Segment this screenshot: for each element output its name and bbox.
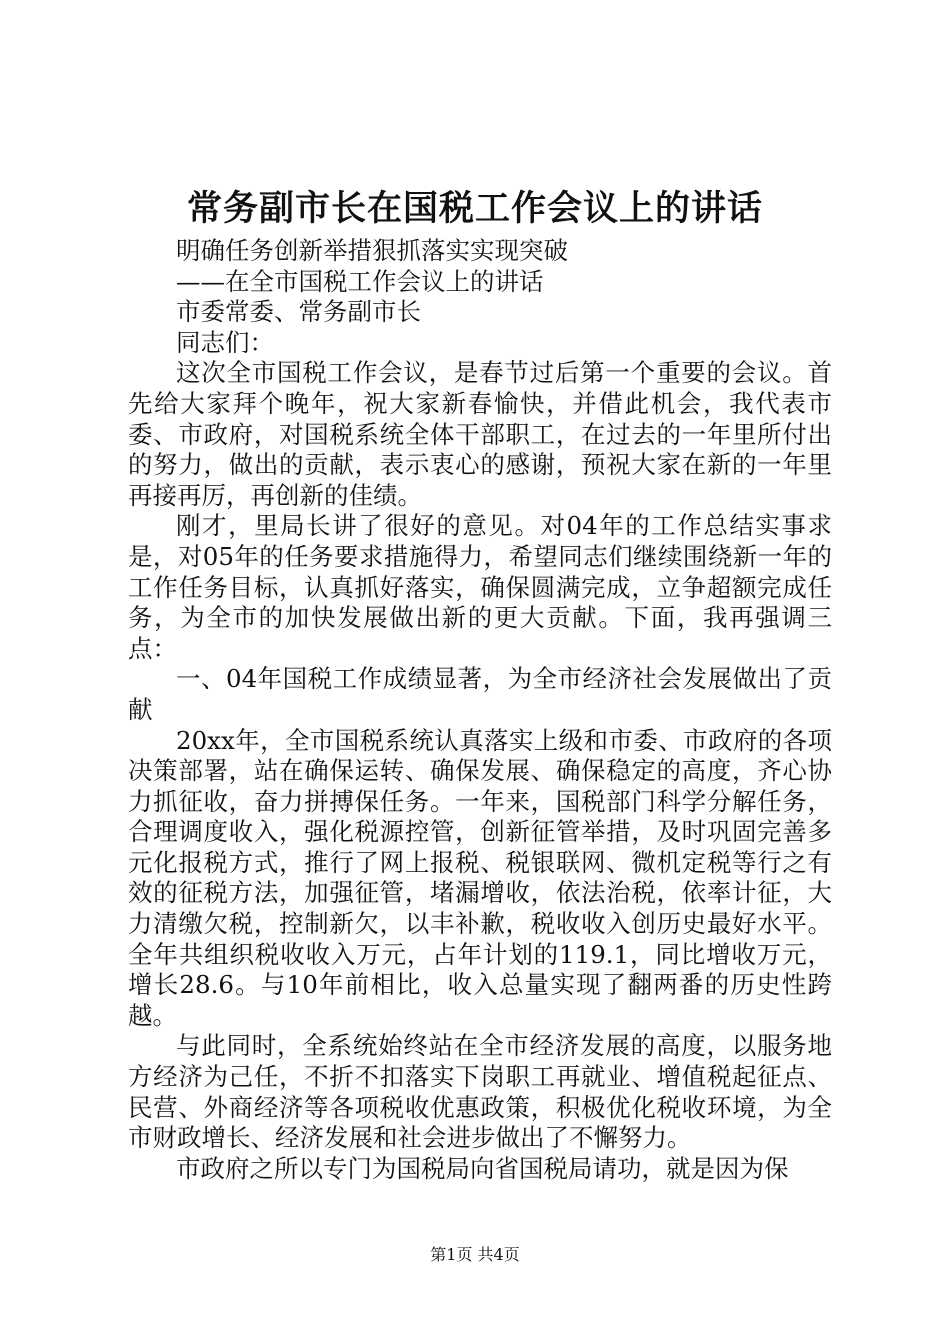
paragraph: 与此同时，全系统始终站在全市经济发展的高度，以服务地方经济为己任，不折不扣落实下岗职工再就业、增值税起征点、民营、外商经济等各项税收优惠政策，积极优化税收环境，为全市财政增长、经济发展和社会进步做出了不懈努力。: [128, 1031, 832, 1153]
subtitle-dash-line: ——在全市国税工作会议上的讲话: [176, 266, 544, 296]
paragraph: 市政府之所以专门为国税局向省国税局请功，就是因为保: [176, 1153, 789, 1183]
subtitle: 明确任务创新举措狠抓落实实现突破: [176, 236, 568, 265]
section-heading: 一、04年国税工作成绩显著，为全市经济社会发展做出了贡献: [128, 664, 832, 724]
page-footer: 第1页 共4页: [430, 1245, 520, 1264]
paragraph: 这次全市国税工作会议，是春节过后第一个重要的会议。首先给大家拜个晚年，祝大家新春愉快，并借此机会，我代表市委、市政府，对国税系统全体干部职工，在过去的一年里所付出的努力，做出的贡献，表示衷心的感谢，预祝大家在新的一年里再接再厉，再创新的佳绩。: [128, 358, 832, 510]
salutation: 同志们：: [176, 327, 274, 357]
document-title: 常务副市长在国税工作会议上的讲话: [186, 188, 763, 229]
speaker-position: 市委常委、常务副市长: [176, 297, 421, 327]
document-body: [128, 236, 832, 1184]
paragraph: 刚才，里局长讲了很好的意见。对04年的工作总结实事求是，对05年的任务要求措施得力，希望同志们继续围绕新一年的工作任务目标，认真抓好落实，确保圆满完成，立争超额完成任务，为全市的加快发展做出新的更大贡献。下面，我再强调三点：: [128, 511, 832, 663]
paragraph: 20xx年，全市国税系统认真落实上级和市委、市政府的各项决策部署，站在确保运转、确保发展、确保稳定的高度，齐心协力抓征收，奋力拼搏保任务。一年来，国税部门科学分解任务，合理调度收入，强化税源控管，创新征管举措，及时巩固完善多元化报税方式，推行了网上报税、税银联网、微机定税等行之有效的征税方法，加强征管，堵漏增收，依法治税，依率计征，大力清缴欠税，控制新欠，以丰补歉，税收收入创历史最好水平。全年共组织税收收入万元，占年计划的119.1，同比增收万元，增长28.6。与10年前相比，收入总量实现了翻两番的历史性跨越。: [128, 725, 832, 1030]
